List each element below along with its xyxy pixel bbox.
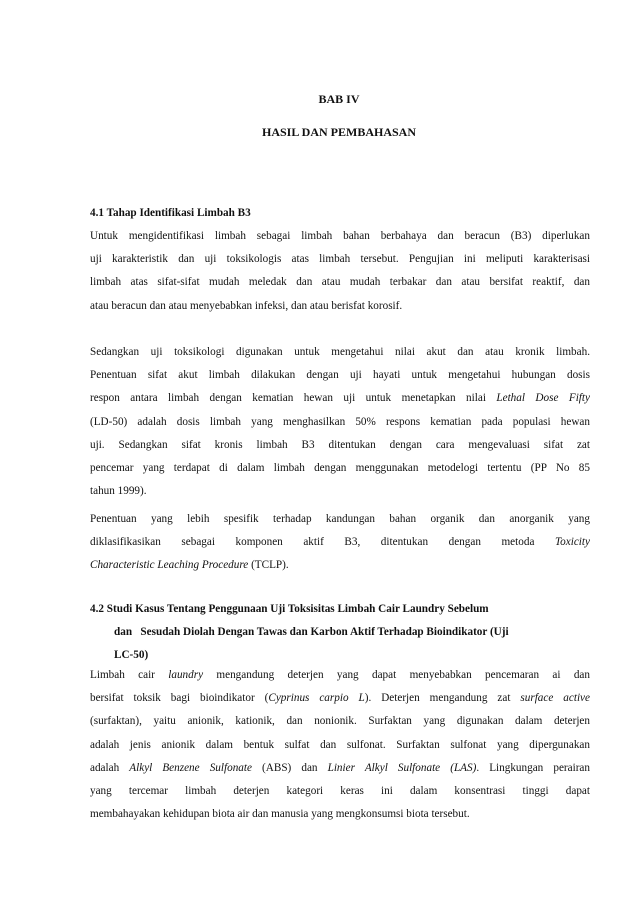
text-line: limbah atas sifat-sifat mudah meledak dan atau mudah terbakar dan atau bersifat reaktif, dan (90, 276, 590, 289)
term-lethal-dose: Lethal Dose Fifty (496, 392, 590, 405)
heading-line: dan Sesudah Diolah Dengan Tawas dan Karbon Aktif Terhadap Bioindikator (Uji (114, 626, 509, 638)
section-heading-4-2 (90, 598, 590, 667)
text-line: tahun 1999). (90, 485, 147, 498)
text-line: uji. Sedangkan sifat kronis limbah B3 ditentukan dengan cara mengevaluasi sifat zat (90, 438, 590, 451)
text-line: Penentuan yang lebih spesifik terhadap kandungan bahan organik dan anorganik yang (90, 513, 590, 525)
term-cyprinus: Cyprinus carpio L (268, 692, 365, 705)
text-line: adalah Alkyl Benzene Sulfonate (ABS) dan Linier Alkyl Sulfonate (LAS). Lingkungan perairan (90, 761, 590, 774)
text-line: yang tercemar limbah deterjen kategori keras ini dalam konsentrasi tinggi dapat (90, 784, 590, 797)
chapter-title: HASIL DAN PEMBAHASAN (261, 125, 417, 139)
term-surface-active: surface active (520, 692, 590, 705)
text-line: respon antara limbah dengan kematian hewan uji untuk menetapkan nilai Lethal Dose Fifty (90, 392, 590, 405)
text-line: (surfaktan), yaitu anionik, kationik, dan nonionik. Surfaktan yang digunakan dalam deterjen (90, 715, 590, 728)
paragraph-identification (90, 225, 590, 318)
text-line: Limbah cair laundry mengandung deterjen yang dapat menyebabkan pencemaran ai dan (90, 669, 590, 681)
text-line: Penentuan sifat akut limbah dilakukan dengan uji hayati untuk mengetahui hubungan dosis (90, 369, 590, 382)
term-laundry: laundry (168, 669, 204, 681)
text-line: uji karakteristik dan uji toksikologis atas limbah tersebut. Pengujian ini meliputi karakterisasi (90, 253, 590, 266)
paragraph-tclp (90, 508, 590, 578)
section-heading-4-1: 4.1 Tahap Identifikasi Limbah B3 (90, 207, 251, 219)
text-line: membahayakan kehidupan biota air dan manusia yang mengkonsumsi biota tersebut. (90, 808, 470, 821)
text-line: adalah jenis anionik dalam bentuk sulfat dan sulfonat. Surfaktan sulfonat yang dipergunakan (90, 738, 590, 751)
text-line: Characteristic Leaching Procedure (TCLP). (90, 559, 289, 572)
paragraph-toxicology (90, 341, 590, 503)
text-line: bersifat toksik bagi bioindikator (Cyprinus carpio L). Deterjen mengandung zat surface active (90, 692, 590, 705)
term-las: Linier Alkyl Sulfonate (LAS) (327, 761, 477, 774)
term-toxicity: Toxicity (554, 536, 590, 549)
heading-line: 4.2 Studi Kasus Tentang Penggunaan Uji Toksisitas Limbah Cair Laundry Sebelum (90, 603, 489, 615)
text-line: pencemar yang terdapat di dalam limbah dengan menggunakan metodelogi tertentu (PP No 85 (90, 461, 590, 474)
text-line: (LD-50) adalah dosis limbah yang menghasilkan 50% respons kematian pada populasi hewan (90, 415, 590, 428)
term-tclp: Characteristic Leaching Procedure (90, 559, 249, 572)
chapter-number: BAB IV (318, 92, 360, 106)
text-line: Sedangkan uji toksikologi digunakan untuk mengetahui nilai akut dan atau kronik limbah. (90, 346, 590, 358)
heading-line: LC-50) (114, 649, 149, 661)
term-abs: Alkyl Benzene Sulfonate (129, 761, 252, 774)
paragraph-laundry (90, 664, 590, 826)
text-line: diklasifikasikan sebagai komponen aktif B3, ditentukan dengan metoda Toxicity (90, 536, 590, 549)
text-line: Untuk mengidentifikasi limbah sebagai limbah bahan berbahaya dan beracun (B3) diperlukan (90, 230, 590, 242)
text-line: atau beracun dan atau menyebabkan infeksi, dan atau berisfat korosif. (90, 299, 403, 312)
